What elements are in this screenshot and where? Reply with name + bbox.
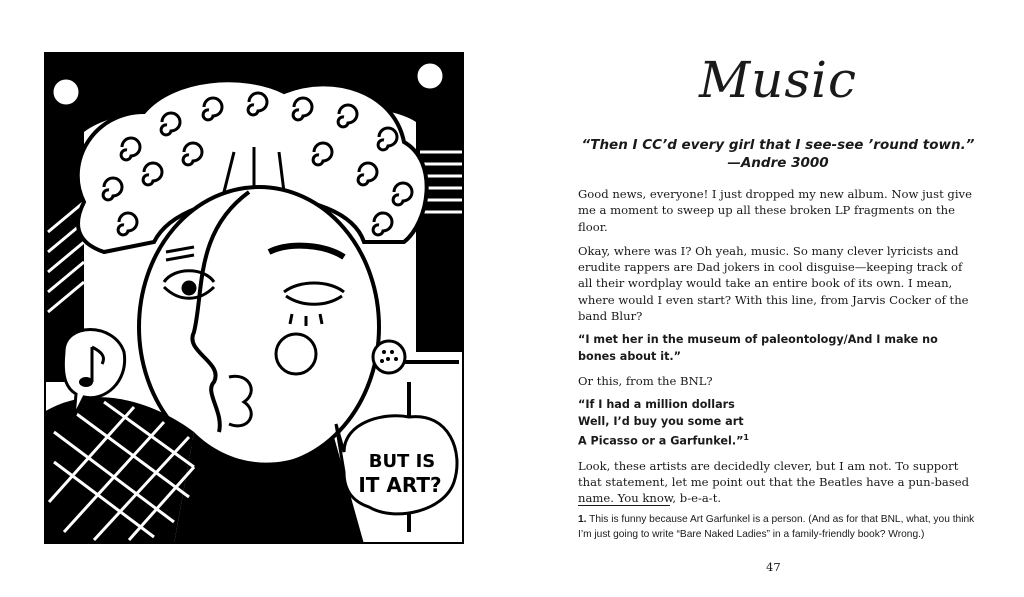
speech-bubble (336, 416, 457, 514)
page-number: 47 (766, 560, 781, 574)
page-title: Music (698, 51, 858, 109)
paragraph-beatles: Look, these artists are decidedly clever, but I am not. To support that statement, let me point out that the Beatles have a pun-based name. You know, b-e-a-t. (578, 458, 970, 506)
paragraph-bnl: Or this, from the BNL? (578, 373, 713, 388)
speech-bubble-line1: BUT IS (368, 451, 436, 472)
text-page (578, 50, 978, 515)
lyric-line: A Picasso or a Garfunkel.” (578, 434, 744, 448)
epigraph-attribution: —Andre 3000 (727, 155, 829, 171)
paragraph-wordplay: Okay, where was I? Oh yeah, music. So many clever lyricists and erudite rappers are Dad jokers in cool disguise—keeping track of all their wordplay would take an entire book of its own. I mean, where would I even start? With this line, from Jarvis Cocker of the band Blur? (578, 243, 969, 324)
lyric-line: “If I had a million dollars (578, 398, 735, 412)
cubist-portrait-illustration (44, 52, 464, 544)
footnote-marker: 1. (578, 514, 587, 525)
lyric-quote-bnl (578, 397, 978, 450)
footnote (578, 512, 978, 542)
epigraph-quote: “Then I CC’d every girl that I see-see ’round town.” (581, 137, 975, 153)
cheek (276, 334, 316, 374)
light-bulb-left-icon (52, 78, 80, 106)
footnote-reference[interactable]: 1 (743, 432, 749, 442)
speech-bubble-line2: IT ART? (358, 473, 442, 497)
footnote-text: This is funny because Art Garfunkel is a person. (And as for that BNL, what, you think I’m just going to write “Bare Naked Ladies” in a family-friendly book? Wrong.) (578, 514, 975, 540)
lyric-line: Well, I’d buy you some art (578, 414, 744, 428)
epigraph (578, 136, 978, 172)
light-bulb-right-icon (416, 62, 444, 90)
lyric-quote-blur: “I met her in the museum of paleontology/And I make no bones about it.” (578, 333, 938, 363)
footnote-divider (578, 505, 670, 506)
paragraph-intro: Good news, everyone! I just dropped my new album. Now just give me a moment to sweep up all these broken LP fragments on the floor. (578, 187, 972, 234)
